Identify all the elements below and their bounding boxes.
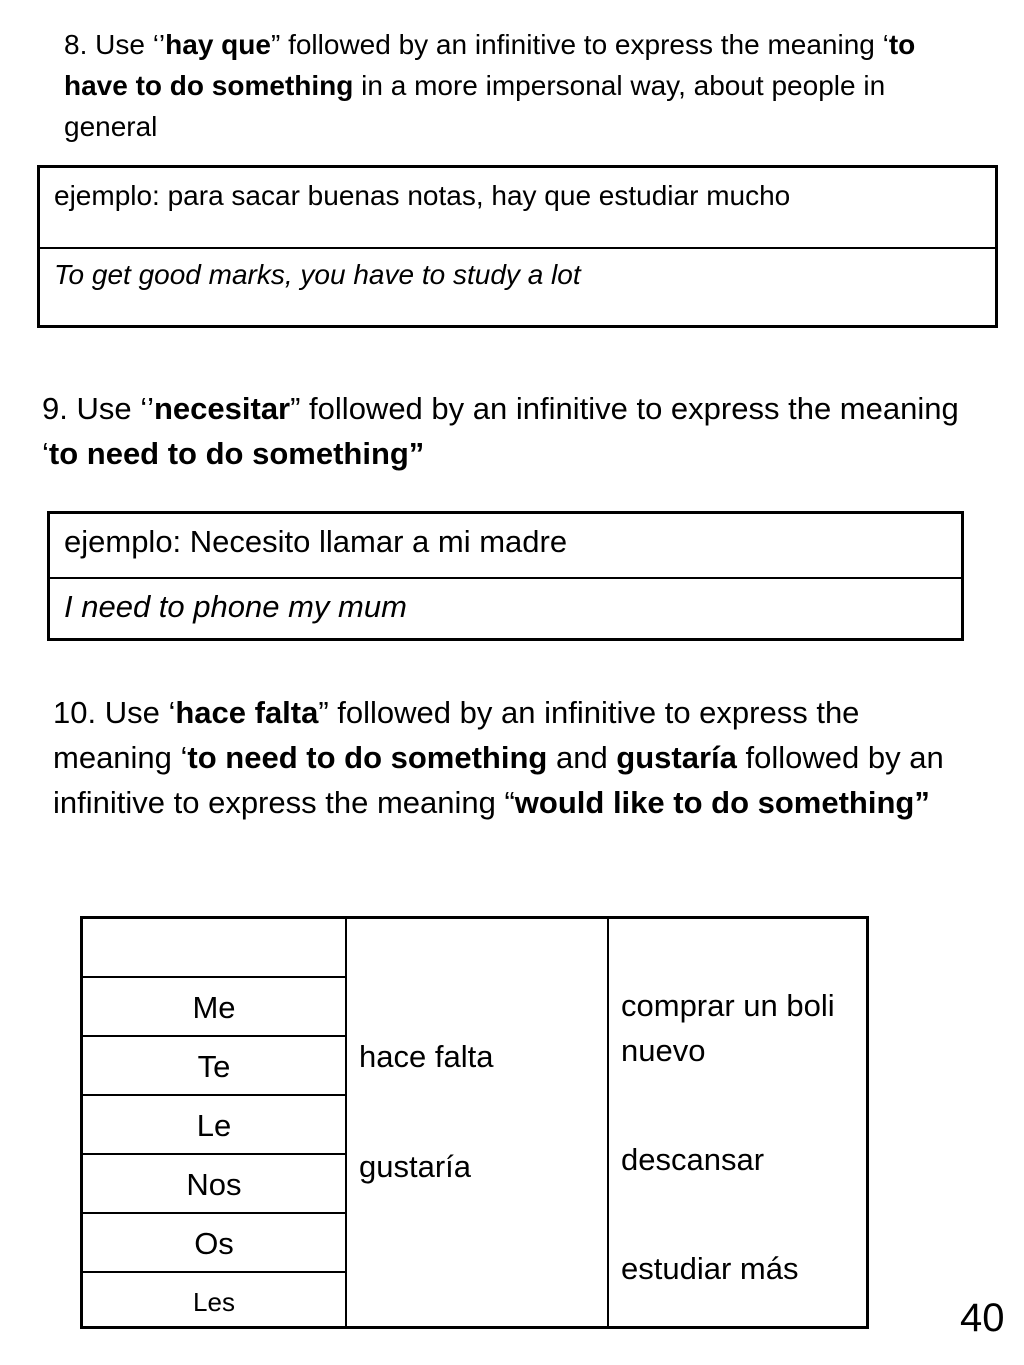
rule-number: 8. Use ‘’ bbox=[64, 29, 166, 60]
rule-9 bbox=[42, 386, 1002, 476]
keyword: to need to do something” bbox=[48, 436, 425, 471]
page-number: 40 bbox=[960, 1296, 1005, 1340]
pronoun-cell-me: Me bbox=[83, 978, 345, 1037]
infinitive-estudiar: estudiar más bbox=[621, 1251, 799, 1286]
keyword: necesitar bbox=[153, 391, 291, 426]
example-english: I need to phone my mum bbox=[50, 577, 961, 640]
keyword: gustaría bbox=[616, 740, 737, 775]
example-spanish: ejemplo: para sacar buenas notas, hay que estudiar mucho bbox=[54, 180, 791, 211]
verb-hace-falta: hace falta bbox=[359, 1039, 494, 1074]
sentence-builder-table bbox=[80, 916, 869, 1329]
rule-number: 9. Use ‘’ bbox=[42, 391, 154, 426]
pronoun-cell-nos: Nos bbox=[83, 1155, 345, 1214]
infinitive-column bbox=[607, 919, 866, 1326]
example-english: To get good marks, you have to study a lot bbox=[40, 247, 995, 326]
verb-column bbox=[345, 919, 609, 1326]
example-box-8 bbox=[37, 165, 998, 328]
example-box-9 bbox=[47, 511, 964, 641]
pronoun-cell-os: Os bbox=[83, 1214, 345, 1273]
example-spanish: ejemplo: Necesito llamar a mi madre bbox=[64, 524, 568, 559]
rule-number: 10. Use ‘ bbox=[53, 695, 176, 730]
rule-text: ” followed by an infinitive to express the meaning ‘ bbox=[42, 391, 959, 471]
rule-text: in a more impersonal way, about people in general bbox=[64, 70, 886, 142]
pronoun-column bbox=[83, 919, 347, 1326]
rule-8 bbox=[64, 24, 964, 147]
rule-text: and bbox=[547, 740, 617, 775]
pronoun-cell-empty bbox=[83, 919, 345, 978]
rule-text: ” followed by an infinitive to express the meaning ‘ bbox=[53, 695, 860, 775]
rule-10 bbox=[53, 690, 953, 825]
keyword: hace falta bbox=[175, 695, 319, 730]
keyword: to need to do something bbox=[187, 740, 548, 775]
verb-gustaria: gustaría bbox=[359, 1149, 472, 1184]
pronoun-cell-le: Le bbox=[83, 1096, 345, 1155]
keyword: would like to do something” bbox=[514, 785, 930, 820]
infinitive-comprar: comprar un boli nuevo bbox=[621, 988, 835, 1068]
infinitive-descansar: descansar bbox=[621, 1142, 765, 1177]
rule-text: followed by an infinitive to express the meaning “ bbox=[53, 740, 944, 820]
pronoun-cell-les: Les bbox=[193, 1287, 235, 1317]
rule-text: ” followed by an infinitive to express the meaning ‘ bbox=[270, 29, 889, 60]
keyword: to have to do something bbox=[64, 29, 916, 101]
keyword: hay que bbox=[165, 29, 271, 60]
pronoun-cell-te: Te bbox=[83, 1037, 345, 1096]
